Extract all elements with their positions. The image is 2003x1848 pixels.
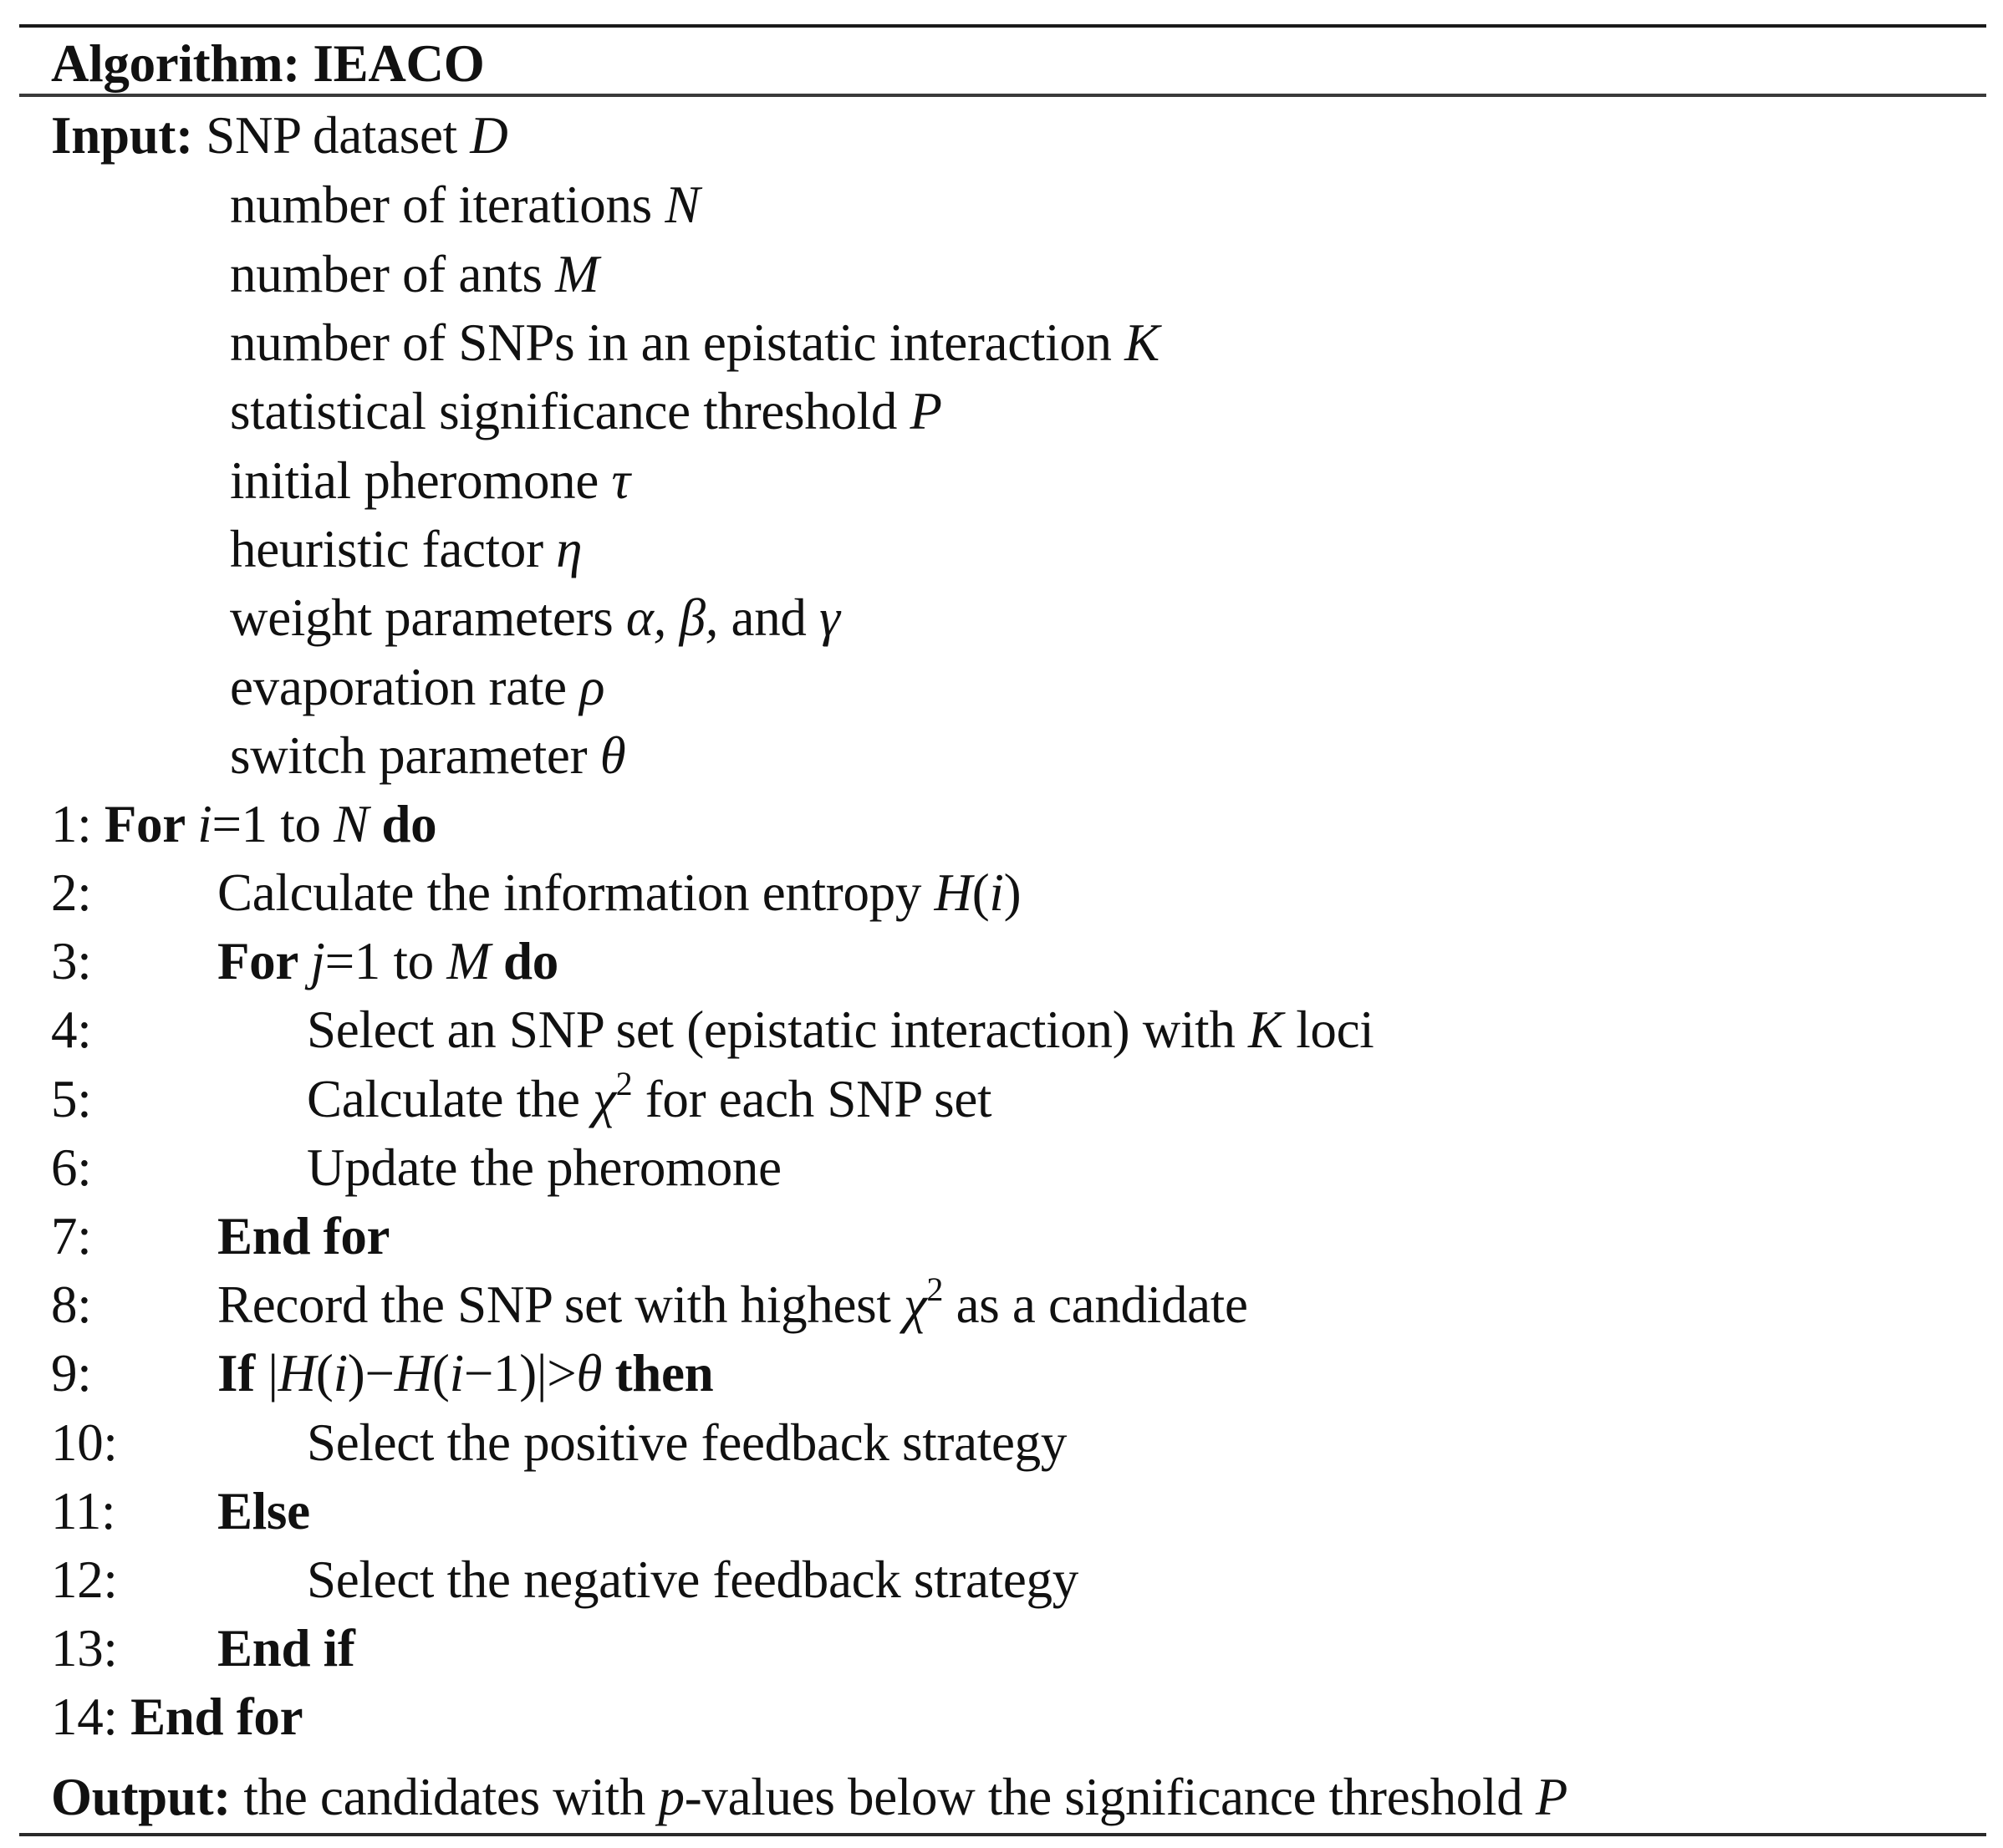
input-line-3: number of SNPs in an epistatic interaction K [230, 313, 1159, 372]
step-8: 8: Record the SNP set with highest $\chi^2$ as a candidate [51, 1270, 1248, 1334]
step-5: 5: Calculate the $\chi^2$ for each SNP set [51, 1065, 992, 1128]
input-line-7: weight parameters α, β, and γ [230, 588, 840, 647]
output-line: Output: the candidates with p-values below the significance threshold P [51, 1768, 1568, 1826]
step-4: 4: Select an SNP set (epistatic interaction) with K loci [51, 1000, 1374, 1059]
bottom-rule [19, 1833, 1986, 1836]
input-label: Input: [51, 106, 193, 165]
input-line-8: evaporation rate ρ [230, 658, 605, 716]
step-6: 6: Update the pheromone [51, 1138, 782, 1197]
input-line-0: Input: SNP dataset D [51, 106, 508, 165]
algorithm-title: Algorithm: IEACO [51, 34, 485, 93]
output-label: Output: [51, 1768, 231, 1826]
input-line-5: initial pheromone τ [230, 451, 630, 510]
input-line-2: number of ants M [230, 245, 599, 303]
top-rule [19, 24, 1986, 28]
step-3: 3: For j=1 to M do [51, 932, 558, 990]
header-rule [19, 94, 1986, 97]
input-line-1: number of iterations N [230, 176, 701, 234]
step-7: 7: End for [51, 1207, 390, 1265]
input-line-9: switch parameter θ [230, 726, 626, 785]
step-12: 12: Select the negative feedback strategy [51, 1550, 1078, 1609]
step-14: 14: End for [51, 1688, 303, 1746]
step-9: 9: If |H(i)−H(i−1)|>θ then [51, 1344, 714, 1403]
step-1: 1: For i=1 to N do [51, 795, 437, 853]
input-line-4: statistical significance threshold P [230, 382, 942, 440]
step-2: 2: Calculate the information entropy H(i) [51, 863, 1022, 922]
step-11: 11: Else [51, 1482, 310, 1540]
input-line-6: heuristic factor η [230, 520, 583, 578]
step-10: 10: Select the positive feedback strategy [51, 1413, 1068, 1472]
step-13: 13: End if [51, 1619, 355, 1677]
